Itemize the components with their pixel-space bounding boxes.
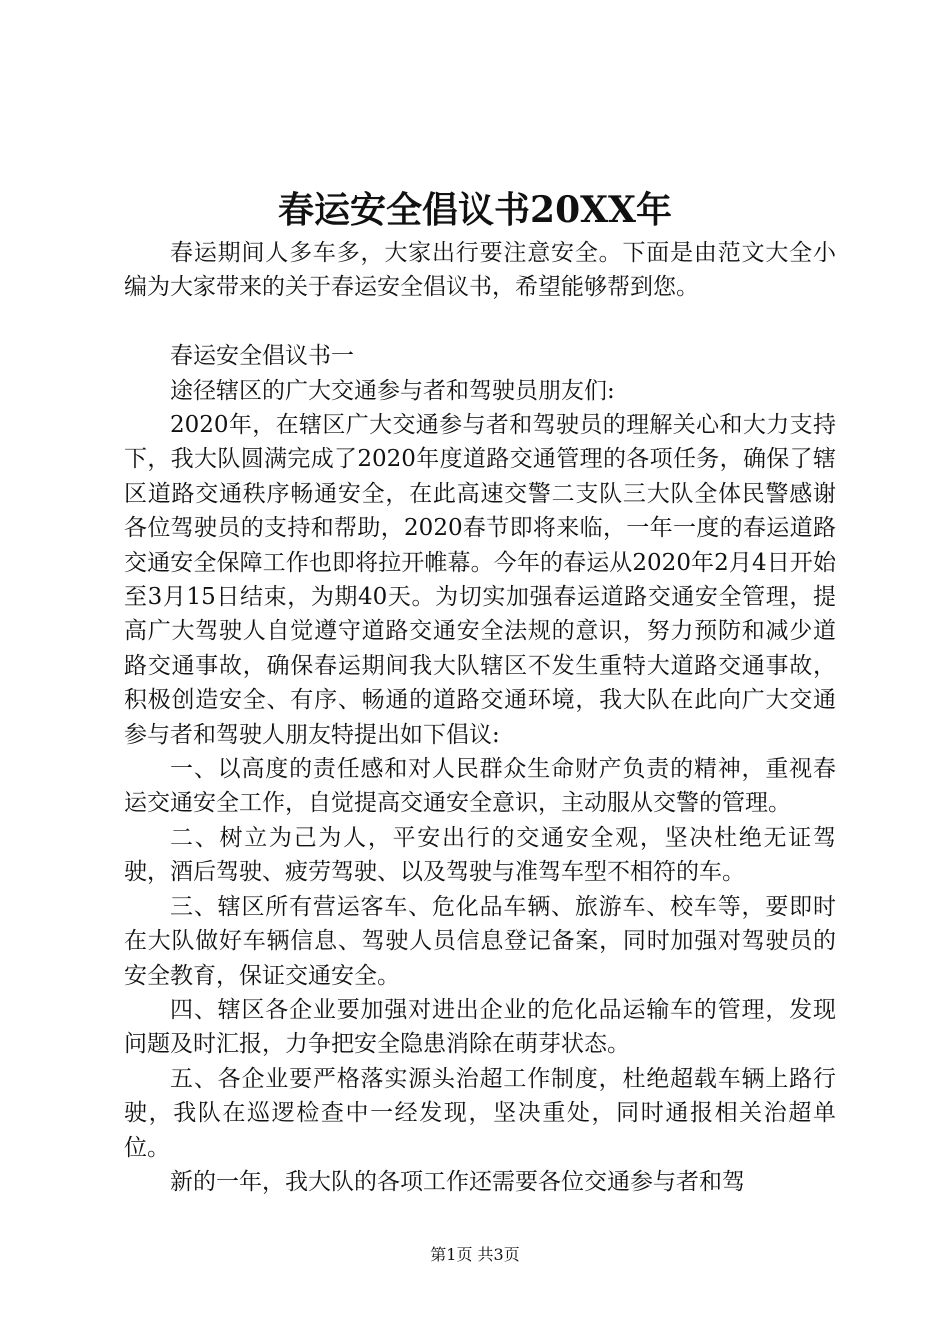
document-body xyxy=(124,236,836,1199)
body-paragraph: 2020年，在辖区广大交通参与者和驾驶员的理解关心和大力支持下，我大队圆满完成了2020年度道路交通管理的各项任务，确保了辖区道路交通秩序畅通安全，在此高速交警二支队三大队全体民警感谢各位驾驶员的支持和帮助，2020春节即将来临，一年一度的春运道路交通安全保障工作也即将拉开帷幕。今年的春运从2020年2月4日开始至3月15日结束，为期40天。为切实加强春运道路交通安全管理，提高广大驾驶人自觉遵守道路交通安全法规的意识，努力预防和减少道路交通事故，确保春运期间我大队辖区不发生重特大道路交通事故，积极创造安全、有序、畅通的道路交通环境，我大队在此向广大交通参与者和驾驶人朋友特提出如下倡议: xyxy=(124,412,836,748)
salutation: 途径辖区的广大交通参与者和驾驶员朋友们: xyxy=(170,377,615,404)
proposal-item-3: 三、辖区所有营运客车、危化品车辆、旅游车、校车等，要即时在大队做好车辆信息、驾驶人员信息登记备案，同时加强对驾驶员的安全教育，保证交通安全。 xyxy=(124,893,836,989)
document-title: 春运安全倡议书20XX年 xyxy=(278,189,672,231)
proposal-item-2: 二、树立为己为人，平安出行的交通安全观，坚决杜绝无证驾驶，酒后驾驶、疲劳驾驶、以及驾驶与准驾车型不相符的车。 xyxy=(124,824,836,886)
page-number: 第1页 共3页 xyxy=(430,1245,520,1264)
intro-paragraph: 春运期间人多车多，大家出行要注意安全。下面是由范文大全小编为大家带来的关于春运安全倡议书，希望能够帮到您。 xyxy=(124,240,836,301)
proposal-item-4: 四、辖区各企业要加强对进出企业的危化品运输车的管理，发现问题及时汇报，力争把安全隐患消除在萌芽状态。 xyxy=(124,996,836,1058)
proposal-item-5: 五、各企业要严格落实源头治超工作制度，杜绝超载车辆上路行驶，我队在巡逻检查中一经发现，坚决重处，同时通报相关治超单位。 xyxy=(124,1065,836,1161)
closing-paragraph: 新的一年，我大队的各项工作还需要各位交通参与者和驾 xyxy=(170,1168,745,1195)
section-heading: 春运安全倡议书一 xyxy=(170,343,354,370)
proposal-item-1: 一、以高度的责任感和对人民群众生命财产负责的精神，重视春运交通安全工作，自觉提高交通安全意识，主动服从交警的管理。 xyxy=(124,756,836,817)
